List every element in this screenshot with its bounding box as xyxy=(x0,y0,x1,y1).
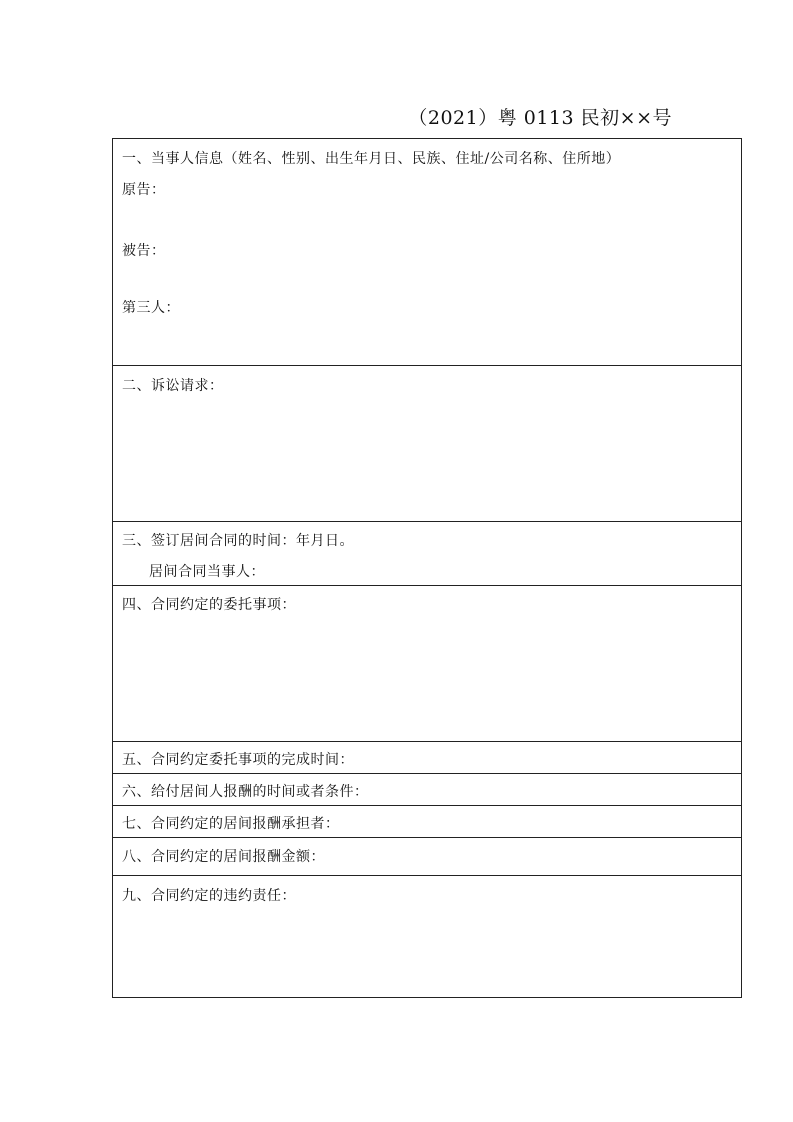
section-fee-bearer xyxy=(113,806,741,838)
entrusted-matters-heading: 四、合同约定的委托事项： xyxy=(122,597,296,613)
breach-liability-heading: 九、合同约定的违约责任： xyxy=(122,888,296,904)
case-number: （2021）粤 0113 民初××号 xyxy=(408,107,672,129)
section-claims xyxy=(113,366,741,522)
section-completion-time xyxy=(113,742,741,774)
section-contract-date xyxy=(113,522,741,586)
fee-bearer-heading: 七、合同约定的居间报酬承担者： xyxy=(122,816,340,832)
section-parties xyxy=(113,139,741,366)
section-fee-amount xyxy=(113,838,741,876)
parties-heading: 一、当事人信息（姓名、性别、出生年月日、民族、住址/公司名称、住所地） xyxy=(122,151,621,167)
plaintiff-label: 原告： xyxy=(122,182,166,198)
defendant-label: 被告： xyxy=(122,243,166,259)
section-entrusted-matters xyxy=(113,586,741,742)
third-party-label: 第三人： xyxy=(122,300,180,316)
fee-amount-heading: 八、合同约定的居间报酬金额： xyxy=(122,849,325,865)
contract-parties-label: 居间合同当事人： xyxy=(149,564,265,580)
completion-time-heading: 五、合同约定委托事项的完成时间： xyxy=(122,752,354,768)
section-payment-conditions xyxy=(113,774,741,806)
payment-conditions-heading: 六、给付居间人报酬的时间或者条件： xyxy=(122,784,369,800)
claims-heading: 二、诉讼请求： xyxy=(122,378,224,394)
section-breach-liability xyxy=(113,876,741,997)
contract-date-heading: 三、签订居间合同的时间：年月日。 xyxy=(122,533,354,549)
complaint-form-table xyxy=(112,138,742,998)
